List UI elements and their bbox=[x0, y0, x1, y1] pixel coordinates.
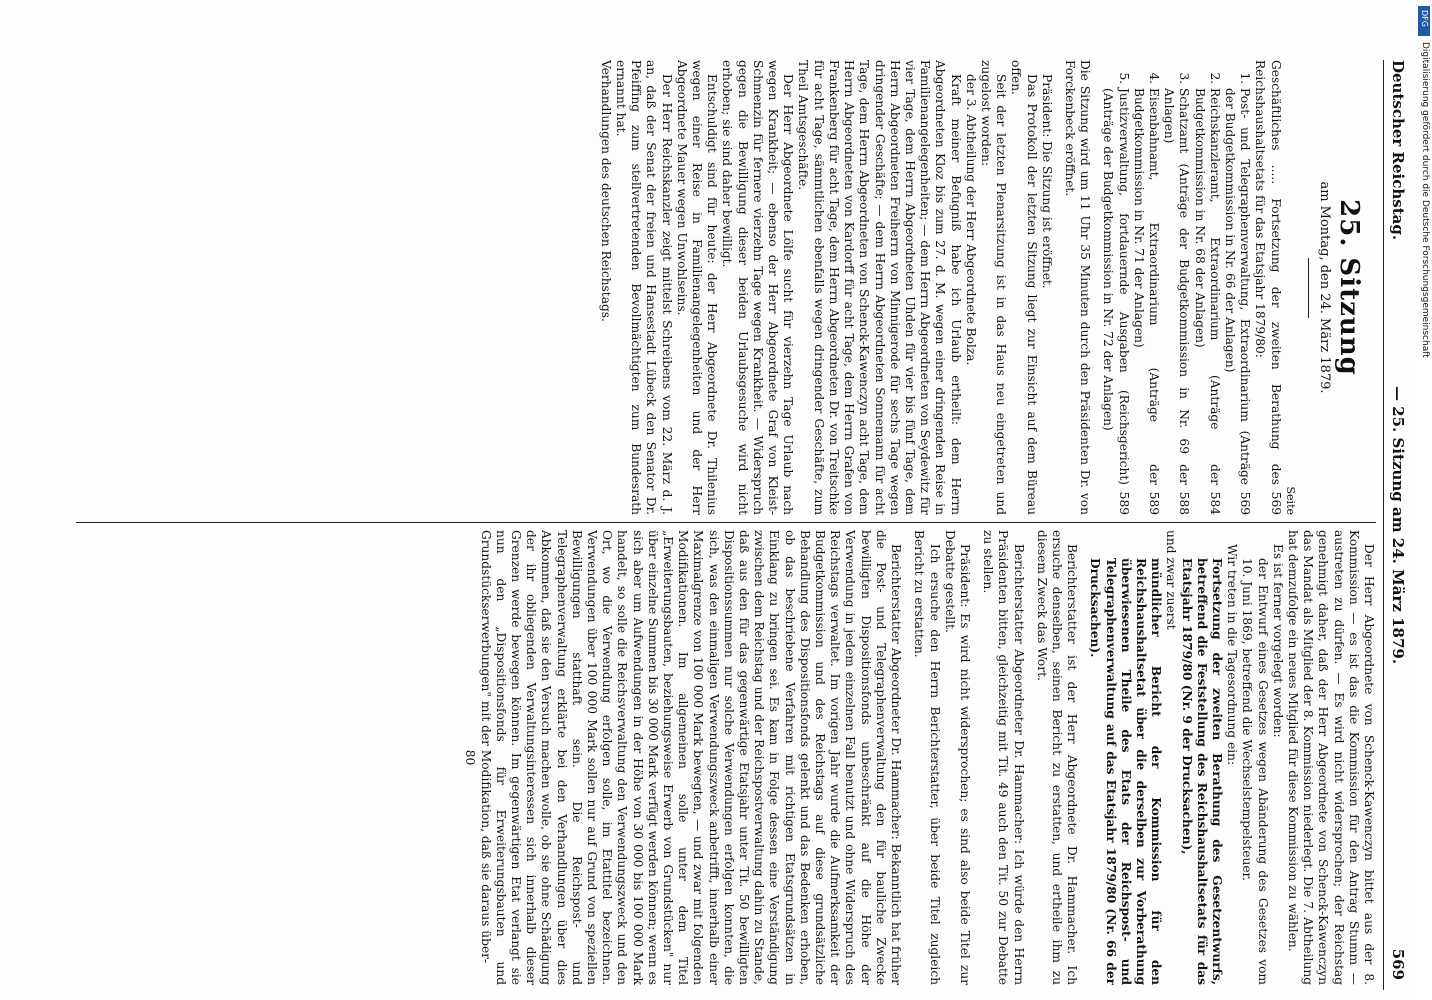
paragraph: Berichterstatter ist der Herr Abgeordnete Dr. Hammacher. Ich ersuche denselben, seinen Bericht zu erstatten, und ertheile ihm zu diesem Zweck das Wort. bbox=[1034, 530, 1080, 985]
paragraph: Seit der letzten Plenarsitzung ist in das Haus neu eingetreten und zugelost worden: bbox=[978, 60, 1009, 515]
agenda-item: Fortsetzung der zweiten Berathung des Gesetzentwurfs, betreffend die Feststellung des Reichshaushaltsetats für das Etatsjahr 1879/80 (Nr. 9 der Drucksachen), bbox=[1179, 558, 1224, 985]
digitization-credit: Digitalisierung gefördert durch die Deutsche Forschungsgemeinschaft bbox=[1420, 42, 1430, 358]
dfg-logo-icon: DFG bbox=[1418, 6, 1430, 36]
page-number: 569 bbox=[1389, 948, 1407, 980]
paragraph: Entschuldigt sind für heute: der Herr Abgeordnete Dr. Thilenius wegen einer Reise in Familienangelegenheiten und der Herr Abgeordnete Mauer wegen Unwohlseins. bbox=[674, 60, 720, 515]
title-rule bbox=[1308, 258, 1309, 318]
toc-item: 3. Schatzamt (Anträge der Budgetkommission in Nr. 69 der Anlagen) 588 bbox=[1161, 88, 1191, 515]
paragraph: Der Herr Reichskanzler zeigt mittelst Schreibens vom 22. März d. J. an, daß der Senat der freien und Hansestadt Lübeck den Senator Dr. Pfeiffing zum stellvertretenden Bevollmächtigten zum Bundesrath ernannt hat. bbox=[614, 60, 674, 515]
toc-intro: Geschäftliches ..... Fortsetzung der zweiten Berathung des Reichshaushaltsetats für das Etatsjahr 1879/80: 569 bbox=[1253, 60, 1283, 515]
paragraph: Kraft meiner Befugniß habe ich Urlaub ertheilt: dem Herrn Abgeordneten Kloz bis zum 27. d. M. wegen einer dringenden Reise in Familienangelegenheiten; — dem Herrn Abgeordneten von Seydewitz für vier Tage, dem Herrn Abgeordneten Uhden für vier bis fünf Tage, dem Herrn Abgeordneten Freiherrn von Minnigerode für sechs Tage wegen dringender Geschäfte; — dem Herrn Abgeordneten Sonnemann für acht Tage, dem Herrn Abgeordneten von Schenck-Kawenczyn acht Tage, dem Herrn Abgeordneten von Kardorff für acht Tage, dem Herrn Grafen von Frankenberg für acht Tage, dem Herrn Abgeordneten Dr. von Treitschke für acht Tage, sämmtlichen ebenfalls wegen dringender Geschäfte, zum Theil Amtsgeschäfte. bbox=[796, 60, 963, 515]
left-column bbox=[76, 60, 1376, 515]
agenda-item: mündlicher Bericht der Kommission für den Reichshaushaltsetat über die derselben zur Vorberathung überwiesenen Theile des Etats der Reichspost- und Telegraphenverwaltung auf das Etatsjahr 1879/80 (Nr. 66 der Drucksachen). bbox=[1088, 558, 1164, 985]
header-left: Deutscher Reichstag. bbox=[1389, 60, 1407, 241]
paragraph: Es ist ferner vorgelegt worden: bbox=[1270, 544, 1285, 738]
header-center: — 25. Sitzung am 24. März 1879. bbox=[1389, 385, 1407, 665]
footer-note: Verhandlungen des deutschen Reichstags. bbox=[598, 60, 613, 322]
session-date: am Montag, den 24. März 1879. bbox=[1317, 181, 1332, 394]
paragraph: Berichterstatter Abgeordneter Dr. Hammacher: Bekanntlich hat früher die Post- und Telegraphenverwaltung den für bauliche Zwecke bewilligten Dispositionsfonds unbeschränkt auf die Höhe der Verwendung in jedem einzelnen Fall benutzt und ohne Widerspruch des Reichstags verwaltet. Im vorigen Jahr wurde die Aufmerksamkeit der Budgetkommission und des Reichstags auf diese grundsätzliche Behandlung des Dispositionsfonds gelenkt und das Bedenken erhoben, ob das beschriebene Verfahren mit richtigen Etatsgrundsätzen in Einklang zu bringen sei. Es kam in Folge dessen eine Verständigung zwischen dem Reichstag und der Reichspostverwaltung dahin zu Stande, daß aus den für das gegenwärtige Etatsjahr unter Tit. 50 bewilligten Dispositionssummen nur solche Verwendungen erfolgen konnten, die sich, was den einmaligen Verwendungszweck anbetrifft, innerhalb einer Maximalgrenze von 100 000 Mark bewegten, — und zwar mit folgenden Modifikationen. Im allgemeinen solle unter dem Titel „Erweiterungsbauten, beziehungsweise Erwerb von Grundstücken" nur über einzelne Summen bis 30 000 Mark verfügt werden können; wenn es sich aber um Aufwendungen in der Höhe von 30 000 bis 100 000 Mark handelt, so solle die Reichsverwaltung den Verwendungszweck und den Ort, wo die Verwendung erfolgen solle, im Etattitel bezeichnen. Verwendungen über 100 000 Mark sollen nur auf Grund von speziellen Bewilligungen statthaft sein. Die Reichspost- und Telegraphenverwaltung erklärte bei den Verhandlungen über dies Abkommen, daß sie den Versuch machen wolle, ob sie ohne Schädigung der ihr obliegenden Verwaltungsinteressen sich innerhalb dieser Grenzen werde bewegen können. Im gegenwärtigen Etat verlangt sie nun den „Dispositionsfonds für Erweiterungsbauten und Grundstückserwerbungen" mit der Modifikation, daß sie daraus über- bbox=[478, 530, 904, 985]
toc-list bbox=[1100, 60, 1252, 515]
toc-item: 4. Eisenbahnamt, Extraordinarium (Anträge der Budgetkommission in Nr. 71 der Anlagen) 589 bbox=[1131, 88, 1161, 515]
paragraph: Präsident: Die Sitzung ist eröffnet. bbox=[1039, 74, 1054, 289]
running-header bbox=[1386, 60, 1410, 990]
right-column bbox=[76, 530, 1376, 985]
seite-label: Seite bbox=[1283, 486, 1297, 515]
paragraph: Der Herr Abgeordnete Lölfe sucht für vierzehn Tage Urlaub nach wegen Krankheit; — ebenso der Herr Abgeordnete Graf von Kleist-Schmenzin für fernere vierzehn Tage wegen Krankheit. — Widerspruch gegen die Bewilligung dieser beiden Urlaubsgesuche wird nicht erhoben; sie sind daher bewilligt. bbox=[720, 60, 796, 515]
session-title: 25. Sitzung bbox=[1334, 199, 1364, 376]
header-rule bbox=[1383, 60, 1384, 990]
paragraph: Das Protokoll der letzten Sitzung liegt zur Einsicht auf dem Büreau offen. bbox=[1009, 60, 1039, 515]
paragraph: der Entwurf eines Gesetzes wegen Abänderung des Gesetzes vom 10. Juni 1869, betreffend die Wechselstempelsteuer. bbox=[1240, 558, 1270, 985]
paragraph: Die Sitzung wird um 11 Uhr 35 Minuten durch den Präsidenten Dr. von Forckenbeck eröffnet. bbox=[1062, 60, 1093, 515]
rotated-document bbox=[55, 60, 1410, 990]
column-rule bbox=[76, 522, 1376, 523]
toc-item: 2. Reichskanzleramt, Extraordinarium (Anträge der Budgetkommission in Nr. 68 der Anlagen) 584 bbox=[1191, 88, 1221, 515]
paragraph: Wir treten in die Tagesordnung ein: bbox=[1225, 544, 1240, 766]
paragraph: Berichterstatter Abgeordneter Dr. Hammacher: Ich würde den Herrn Präsidenten bitten, gleichzeitig mit Tit. 49 auch den Tit. 50 zur Debatte zu stellen. bbox=[981, 530, 1026, 985]
toc-item: 5. Justizverwaltung, fortdauernde Ausgaben (Reichsgericht) (Anträge der Budgetkommission in Nr. 72 der Anlagen) 589 bbox=[1100, 88, 1130, 515]
paragraph: der 3. Abtheilung der Herr Abgeordnete Bolza. bbox=[963, 74, 978, 366]
paragraph: Der Herr Abgeordnete von Schenck-Kawenczyn bittet aus der 8. Kommission — es ist das die Kommission für den Antrag Stumm — austreten zu dürfen. — Es wird nicht widersprochen; der Reichstag genehmigt daher, daß der Herr Abgeordnete von Schenck-Kawenczyn das Mandat als Mitglied der 8. Kommission niederlegt. Die 7. Abtheilung hat demzufolge ein neues Mitglied für diese Kommission zu wählen. bbox=[1285, 530, 1376, 985]
signature-mark: 80 bbox=[463, 749, 478, 766]
paragraph: und zwar zuerst bbox=[1164, 530, 1179, 630]
two-column-body bbox=[76, 60, 1376, 990]
paragraph: Ich ersuche den Herrn Berichterstatter, über beide Titel zugleich Bericht zu erstatten. bbox=[912, 530, 942, 985]
dfg-sidebar bbox=[1416, 0, 1432, 1000]
paragraph: Präsident: Es wird nicht widersprochen; es sind also beide Titel zur Debatte gestellt. bbox=[942, 530, 972, 985]
toc-item: 1. Post- und Telegraphenverwaltung, Extraordinarium (Anträge der Budgetkommission in Nr. 66 der Anlagen) 569 bbox=[1222, 88, 1252, 515]
